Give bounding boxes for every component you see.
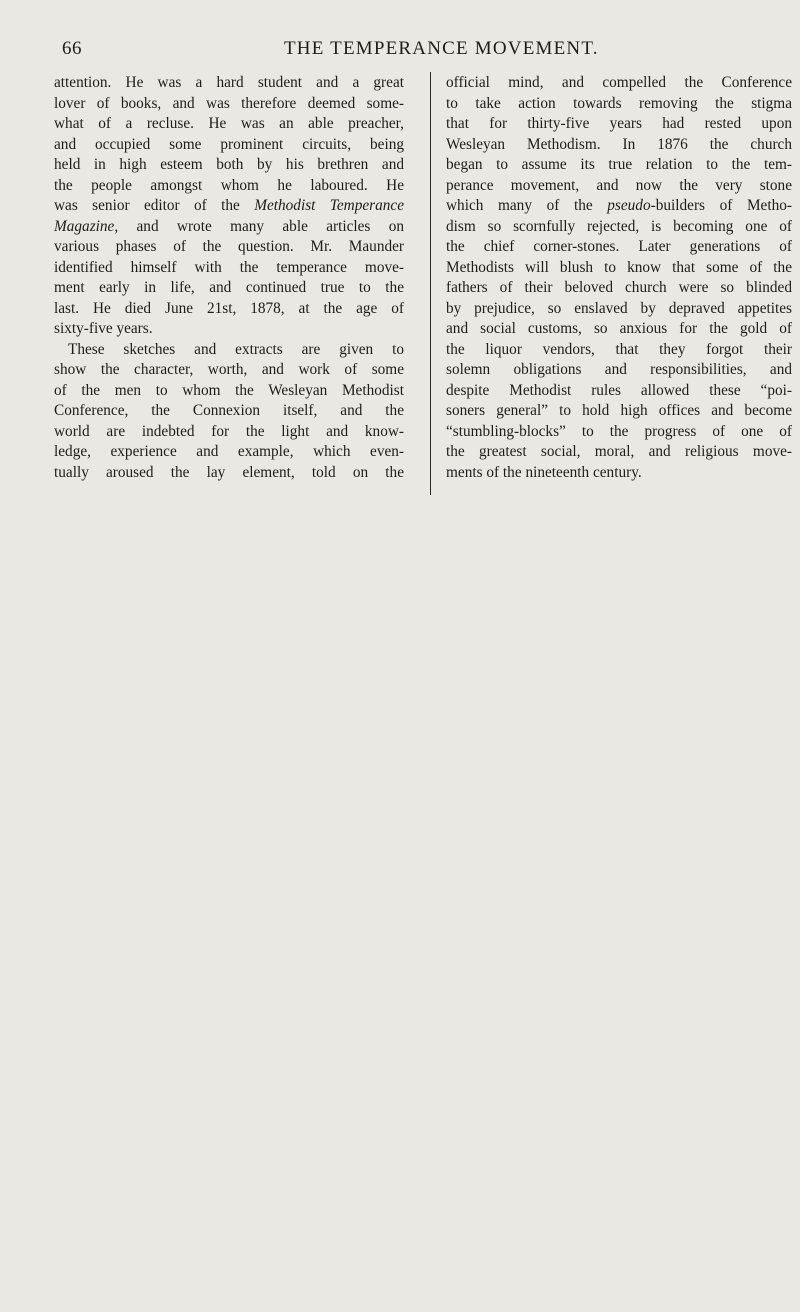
text-line: These sketches and extracts are given to [68,340,404,358]
text-line: Magazine, and wrote many able articles on [54,217,404,235]
text-line: fathers of their beloved church were so blinded [446,279,792,296]
text-line: show the character, worth, and work of some [54,361,404,378]
text-line: was senior editor of the Methodist Temperance [54,197,404,214]
text-line: soners general” to hold high offices and become [446,402,792,419]
text-line: the greatest social, moral, and religious move- [446,443,792,460]
running-title: THE TEMPERANCE MOVEMENT. [284,38,599,59]
text-line: which many of the pseudo-builders of Metho- [446,197,792,214]
text-line: Conference, the Connexion itself, and the [54,402,404,419]
italic-text: pseudo [607,197,651,214]
text-line: dism so scornfully rejected, is becoming one of [446,217,792,235]
text-line: perance movement, and now the very stone [446,176,792,194]
right-column [446,73,792,483]
text-line: identified himself with the temperance move- [54,258,404,276]
text-line: of the men to whom the Wesleyan Methodist [54,381,404,399]
text-line: to take action towards removing the stigma [446,94,792,112]
text-line: “stumbling-blocks” to the progress of one of [446,422,792,440]
page-number: 66 [62,38,82,59]
text-line: tually aroused the lay element, told on the [54,463,404,481]
text-line: ment early in life, and continued true to the [54,279,404,296]
text-line: by prejudice, so enslaved by depraved appetites [446,299,792,317]
italic-text: Methodist Temperance [254,197,404,214]
text-line: official mind, and compelled the Conference [446,74,792,91]
text-line: that for thirty-five years had rested upon [446,115,792,132]
column-divider [430,72,431,495]
text-line: ledge, experience and example, which even- [54,443,404,460]
text-line: attention. He was a hard student and a great [54,74,404,91]
text-line: various phases of the question. Mr. Maunder [54,238,404,255]
text-line: and social customs, so anxious for the gold of [446,320,792,337]
italic-text: Magazine [54,217,115,235]
text-line: Methodists will blush to know that some of the [446,258,792,276]
text-line: Wesleyan Methodism. In 1876 the church [446,135,792,153]
text-line: and occupied some prominent circuits, being [54,135,404,153]
text-line: despite Methodist rules allowed these “poi- [446,381,792,399]
page-header [62,38,738,68]
text-line: began to assume its true relation to the tem- [446,156,792,173]
text-line: last. He died June 21st, 1878, at the age of [54,299,404,317]
text-line: solemn obligations and responsibilities, and [446,361,792,378]
text-line: sixty-five years. [54,320,153,337]
text-line: held in high esteem both by his brethren and [54,156,404,173]
left-column [54,73,404,483]
text-line: lover of books, and was therefore deemed some- [54,94,404,112]
text-line: what of a recluse. He was an able preacher, [54,115,404,132]
text-line: world are indebted for the light and know- [54,422,404,440]
text-line: ments of the nineteenth century. [446,463,642,481]
text-line: the chief corner-stones. Later generations of [446,238,792,255]
text-line: the liquor vendors, that they forgot their [446,340,792,358]
text-line: the people amongst whom he laboured. He [54,176,404,194]
